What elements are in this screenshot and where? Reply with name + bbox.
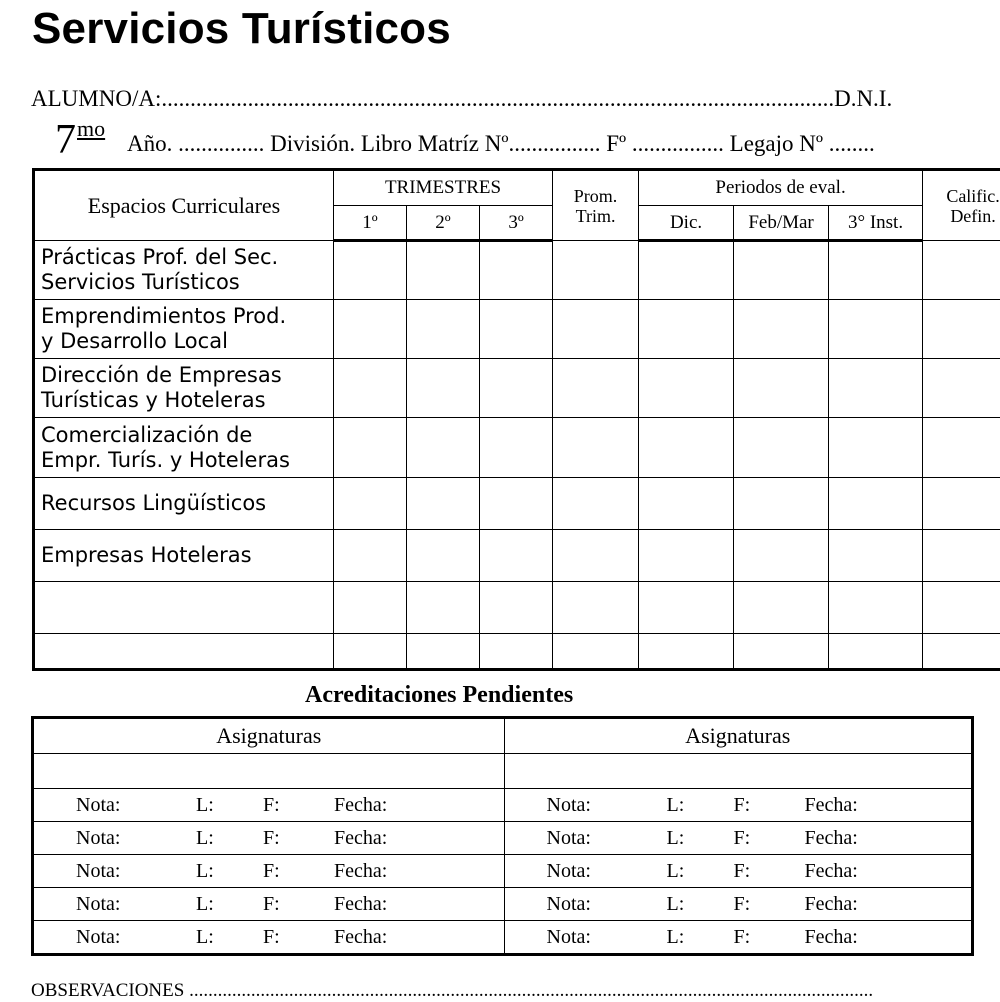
grade-cell[interactable] xyxy=(407,634,480,670)
alumno-field[interactable]: ALUMNO/A:.....................................................................................................................D.N.I. xyxy=(31,86,893,111)
l-label: L: xyxy=(196,893,214,915)
f-label: F: xyxy=(733,794,751,816)
grade-cell[interactable] xyxy=(829,241,923,300)
grade-cell[interactable] xyxy=(829,530,923,582)
nota-label: Nota: xyxy=(546,926,591,948)
l-label: L: xyxy=(666,827,685,849)
col-header-trim-3: 3º xyxy=(480,206,553,241)
grade-cell[interactable] xyxy=(407,359,480,418)
f-label: F: xyxy=(263,827,280,849)
nota-cell-right[interactable] xyxy=(504,822,973,855)
grade-cell[interactable] xyxy=(407,300,480,359)
fecha-label: Fecha: xyxy=(334,794,388,816)
grade-cell[interactable] xyxy=(334,478,407,530)
col-header-3-inst: 3° Inst. xyxy=(829,206,923,241)
page-title: Servicios Turísticos xyxy=(32,4,451,53)
nota-label: Nota: xyxy=(546,827,591,849)
nota-row xyxy=(33,888,973,921)
asignaturas-header-right: Asignaturas xyxy=(685,723,791,748)
grade-cell[interactable] xyxy=(480,300,553,359)
grade-cell[interactable] xyxy=(734,530,829,582)
grade-cell[interactable] xyxy=(480,582,553,634)
table-row xyxy=(34,300,1000,359)
fecha-label: Fecha: xyxy=(334,827,388,849)
grade-cell[interactable] xyxy=(639,634,734,670)
grade-cell[interactable] xyxy=(334,359,407,418)
year-division-legajo-line[interactable]: Año. ............... División. Libro Matríz Nº................ Fº ................ Legajo Nº ........ xyxy=(127,131,875,156)
grade-cell[interactable] xyxy=(407,530,480,582)
l-label: L: xyxy=(666,794,685,816)
f-label: F: xyxy=(733,827,751,849)
table-row xyxy=(34,634,1000,670)
grade-cell[interactable] xyxy=(407,241,480,300)
grade-cell[interactable] xyxy=(407,478,480,530)
grade-cell[interactable] xyxy=(639,582,734,634)
subject-name: Empresas Hoteleras xyxy=(34,530,334,582)
col-header-prom: Prom. Trim. xyxy=(553,170,639,241)
grade-cell[interactable] xyxy=(734,241,829,300)
table-row xyxy=(34,530,1000,582)
grade-cell[interactable] xyxy=(480,241,553,300)
nota-cell-left[interactable] xyxy=(33,855,505,888)
subject-name: Prácticas Prof. del Sec. Servicios Turísticos xyxy=(34,241,334,300)
col-header-dic: Dic. xyxy=(639,206,734,241)
l-label: L: xyxy=(666,893,685,915)
f-label: F: xyxy=(263,860,280,882)
grade-cell[interactable] xyxy=(923,582,1000,634)
acreditaciones-title: Acreditaciones Pendientes xyxy=(305,682,574,708)
nota-cell-right[interactable] xyxy=(504,855,973,888)
l-label: L: xyxy=(196,860,214,882)
fecha-label: Fecha: xyxy=(804,926,858,948)
fecha-label: Fecha: xyxy=(334,893,388,915)
grade-cell[interactable] xyxy=(553,478,639,530)
grade-cell[interactable] xyxy=(639,418,734,478)
grade-cell[interactable] xyxy=(407,418,480,478)
table-row xyxy=(34,478,1000,530)
l-label: L: xyxy=(196,827,214,849)
grade-cell[interactable] xyxy=(639,478,734,530)
subject-name-blank[interactable] xyxy=(34,634,334,670)
table-row xyxy=(34,418,1000,478)
grade-cell[interactable] xyxy=(553,530,639,582)
nota-cell-left[interactable] xyxy=(33,921,505,955)
f-label: F: xyxy=(733,926,751,948)
grade-cell[interactable] xyxy=(334,634,407,670)
grade-cell[interactable] xyxy=(639,530,734,582)
nota-row xyxy=(33,822,973,855)
l-label: L: xyxy=(666,926,685,948)
grade-cell[interactable] xyxy=(334,300,407,359)
nota-label: Nota: xyxy=(76,926,121,948)
col-header-calific: Calific. Defin. xyxy=(923,170,1000,241)
grade-cell[interactable] xyxy=(923,634,1000,670)
grade-cell[interactable] xyxy=(734,582,829,634)
f-label: F: xyxy=(263,794,280,816)
table-row xyxy=(34,582,1000,634)
subject-name: Emprendimientos Prod. y Desarrollo Local xyxy=(34,300,334,359)
nota-label: Nota: xyxy=(546,893,591,915)
grade-cell[interactable] xyxy=(829,300,923,359)
grade-cell[interactable] xyxy=(553,300,639,359)
asignaturas-header-left: Asignaturas xyxy=(33,718,505,754)
grade-cell[interactable] xyxy=(553,359,639,418)
nota-label: Nota: xyxy=(546,860,591,882)
nota-label: Nota: xyxy=(76,893,121,915)
grade-cell[interactable] xyxy=(334,530,407,582)
nota-row xyxy=(33,855,973,888)
f-label: F: xyxy=(263,926,280,948)
asignatura-input-left[interactable] xyxy=(33,754,505,789)
subject-name: Comercialización de Empr. Turís. y Hoteleras xyxy=(34,418,334,478)
nota-label: Nota: xyxy=(76,860,121,882)
nota-cell-right[interactable] xyxy=(504,921,973,955)
grade-cell[interactable] xyxy=(734,634,829,670)
grade-cell[interactable] xyxy=(829,359,923,418)
grade-cell[interactable] xyxy=(334,418,407,478)
nota-label: Nota: xyxy=(76,827,121,849)
grade-cell[interactable] xyxy=(923,241,1000,300)
year-number: $7^{mo}$ xyxy=(55,116,106,163)
col-header-trim-1: 1º xyxy=(334,206,407,241)
nota-cell-right[interactable] xyxy=(504,888,973,921)
nota-cell-right[interactable] xyxy=(504,789,973,822)
grade-cell[interactable] xyxy=(923,478,1000,530)
col-header-trim-2: 2º xyxy=(407,206,480,241)
grade-cell[interactable] xyxy=(829,478,923,530)
nota-cell-left[interactable] xyxy=(33,789,505,822)
subject-name-blank[interactable] xyxy=(34,582,334,634)
grade-cell[interactable] xyxy=(734,478,829,530)
l-label: L: xyxy=(666,860,685,882)
f-label: F: xyxy=(733,860,751,882)
subject-name: Recursos Lingüísticos xyxy=(34,478,334,530)
grade-cell[interactable] xyxy=(553,418,639,478)
grade-cell[interactable] xyxy=(923,300,1000,359)
grade-cell[interactable] xyxy=(480,418,553,478)
grade-cell[interactable] xyxy=(480,478,553,530)
grade-cell[interactable] xyxy=(480,359,553,418)
grades-table xyxy=(32,168,1000,671)
grade-cell[interactable] xyxy=(923,418,1000,478)
l-label: L: xyxy=(196,794,214,816)
col-header-espacios: Espacios Curriculares xyxy=(34,170,334,241)
table-row xyxy=(34,359,1000,418)
grade-cell[interactable] xyxy=(639,300,734,359)
grade-cell[interactable] xyxy=(407,582,480,634)
year-suffix: mo xyxy=(77,116,106,141)
f-label: F: xyxy=(733,893,751,915)
nota-row xyxy=(33,921,973,955)
nota-cell-left[interactable] xyxy=(33,888,505,921)
grade-cell[interactable] xyxy=(734,300,829,359)
grade-cell[interactable] xyxy=(829,634,923,670)
observaciones-field[interactable]: OBSERVACIONES ................................................................................................................................................ xyxy=(31,980,874,1001)
fecha-label: Fecha: xyxy=(804,893,858,915)
acreditaciones-table xyxy=(31,716,974,956)
nota-label: Nota: xyxy=(546,794,591,816)
nota-row xyxy=(33,789,973,822)
grade-cell[interactable] xyxy=(734,418,829,478)
grade-cell[interactable] xyxy=(639,359,734,418)
col-header-feb-mar: Feb/Mar xyxy=(734,206,829,241)
fecha-label: Fecha: xyxy=(804,827,858,849)
f-label: F: xyxy=(263,893,280,915)
grade-cell[interactable] xyxy=(553,241,639,300)
grade-cell[interactable] xyxy=(923,359,1000,418)
fecha-label: Fecha: xyxy=(334,860,388,882)
year-row xyxy=(55,116,1000,166)
nota-cell-left[interactable] xyxy=(33,822,505,855)
subject-name: Dirección de Empresas Turísticas y Hoteleras xyxy=(34,359,334,418)
table-row xyxy=(34,241,1000,300)
grade-cell[interactable] xyxy=(334,582,407,634)
grade-cell[interactable] xyxy=(334,241,407,300)
fecha-label: Fecha: xyxy=(804,860,858,882)
grade-cell[interactable] xyxy=(829,582,923,634)
grade-cell[interactable] xyxy=(480,530,553,582)
grade-cell[interactable] xyxy=(639,241,734,300)
fecha-label: Fecha: xyxy=(334,926,388,948)
grade-cell[interactable] xyxy=(553,582,639,634)
grade-cell[interactable] xyxy=(923,530,1000,582)
grade-cell[interactable] xyxy=(734,359,829,418)
col-header-trimestres: TRIMESTRES xyxy=(334,170,553,206)
l-label: L: xyxy=(196,926,214,948)
grade-cell[interactable] xyxy=(553,634,639,670)
col-header-periodos: Periodos de eval. xyxy=(639,170,923,206)
asignatura-input-right[interactable] xyxy=(504,754,973,789)
nota-label: Nota: xyxy=(76,794,121,816)
grade-cell[interactable] xyxy=(829,418,923,478)
fecha-label: Fecha: xyxy=(804,794,858,816)
grade-cell[interactable] xyxy=(480,634,553,670)
